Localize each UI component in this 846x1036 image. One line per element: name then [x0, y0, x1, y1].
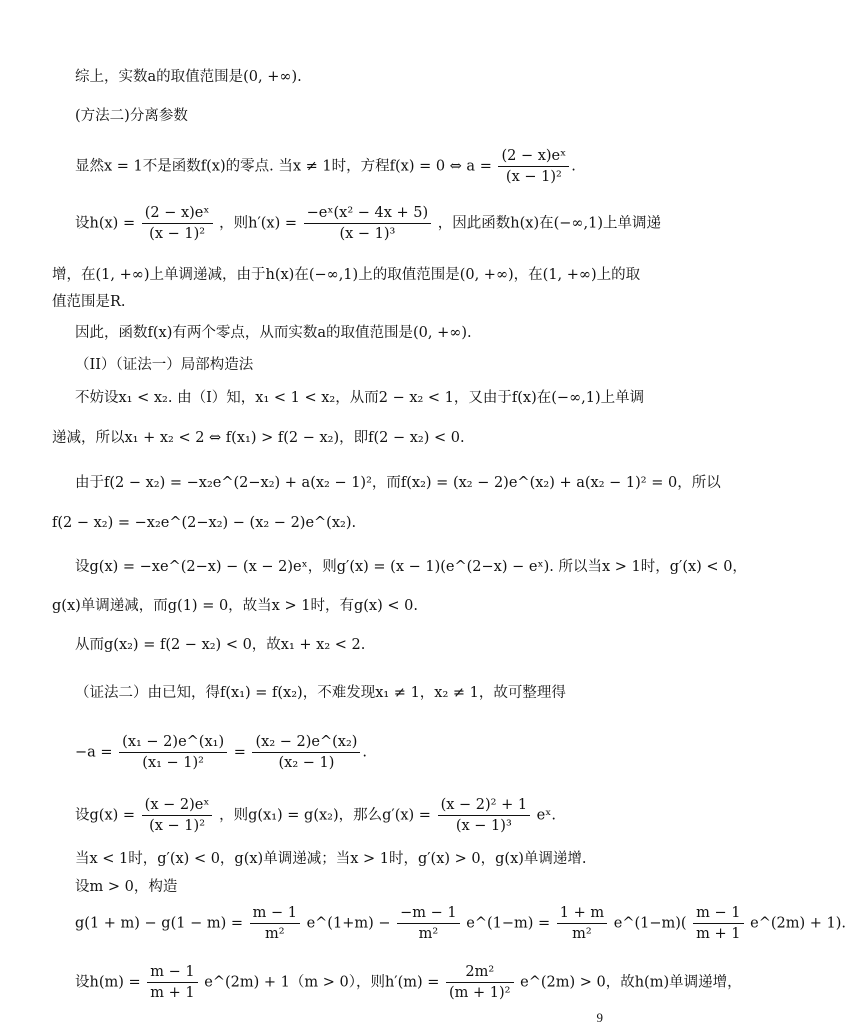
text-segment: e^(1−m) = — [466, 915, 551, 932]
formula-line-21 — [75, 903, 846, 944]
fraction-denominator: m² — [418, 926, 439, 942]
fraction — [252, 732, 360, 773]
formula-line-4 — [75, 203, 661, 244]
paragraph-line-14: g(x)单调递减，而g(1) = 0，故当x > 1时，有g(x) < 0. — [52, 598, 418, 614]
fraction-numerator: 1 + m — [557, 903, 607, 924]
paragraph-line-6: 值范围是R. — [52, 294, 126, 310]
fraction-numerator: m − 1 — [250, 903, 300, 924]
fraction-denominator: m + 1 — [150, 985, 195, 1001]
fraction-numerator: (x₂ − 2)e^(x₂) — [252, 732, 360, 753]
text-segment: 显然x = 1不是函数f(x)的零点. 当x ≠ 1时，方程f(x) = 0 ⇔ a = — [75, 158, 492, 175]
page-number: 9 — [596, 1010, 603, 1025]
fraction-numerator: (2 − x)eˣ — [142, 203, 213, 224]
paragraph-line-9: 不妨设x₁ < x₂. 由（I）知，x₁ < 1 < x₂，从而2 − x₂ < 1，又由于f(x)在(−∞,1)上单调 — [75, 390, 645, 406]
fraction-numerator: m − 1 — [693, 903, 743, 924]
fraction-denominator: (x₂ − 1) — [278, 755, 335, 771]
paragraph-line-12: f(2 − x₂) = −x₂e^(2−x₂) − (x₂ − 2)e^(x₂). — [52, 515, 357, 531]
fraction — [397, 903, 460, 944]
fraction-denominator: (x − 1)² — [149, 226, 206, 242]
text-segment: 设g(x) = — [75, 807, 136, 824]
text-segment: 设h(x) = — [75, 215, 136, 232]
fraction-numerator: (x − 2)eˣ — [142, 795, 213, 816]
text-segment: ，因此函数h(x)在(−∞,1)上单调递 — [437, 215, 661, 232]
paragraph-line-7: 因此，函数f(x)有两个零点，从而实数a的取值范围是(0, +∞). — [75, 325, 472, 341]
formula-line-3: 显然x = 1不是函数f(x)的零点. 当x ≠ 1时，方程f(x) = 0 ⇔ a = $\frac{\text{(2 − x)eˣ}}{\text{(x − 1)²}}$ . — [75, 148, 576, 185]
fraction-numerator: −eˣ(x² − 4x + 5) — [304, 203, 432, 224]
paragraph-line-13: 设g(x) = −xe^(2−x) − (x − 2)eˣ，则g′(x) = (x − 1)(e^(2−x) − eˣ). 所以当x > 1时，g′(x) < 0， — [75, 559, 747, 575]
fraction — [147, 962, 197, 1003]
paragraph-line-11: 由于f(2 − x₂) = −x₂e^(2−x₂) + a(x₂ − 1)²，而f(x₂) = (x₂ − 2)e^(x₂) + a(x₂ − 1)² = 0，所以 — [75, 475, 721, 491]
fraction-denominator: m² — [265, 926, 285, 942]
fraction-denominator: (x − 1)³ — [339, 226, 396, 242]
fraction-denominator: (x₁ − 1)² — [142, 755, 204, 771]
text-segment: e^(2m) > 0，故h(m)单调递增， — [520, 974, 742, 991]
text-segment: = — [233, 744, 246, 761]
fraction — [142, 795, 213, 836]
fraction — [557, 903, 607, 944]
paragraph-line-15: 从而g(x₂) = f(2 − x₂) < 0，故x₁ + x₂ < 2. — [75, 637, 366, 653]
text-segment: e^(2m) + 1). — [750, 915, 846, 932]
fraction — [250, 903, 300, 944]
text-segment: e^(1+m) − — [306, 915, 391, 932]
fraction-denominator: (x − 1)² — [505, 169, 562, 185]
fraction — [446, 962, 513, 1003]
fraction — [119, 732, 227, 773]
text-segment: e^(1−m)( — [613, 915, 687, 932]
fraction — [498, 146, 569, 187]
proof-two-line: （证法二）由已知，得f(x₁) = f(x₂)，不难发现x₁ ≠ 1，x₂ ≠ 1，故可整理得 — [75, 685, 566, 701]
text-segment: g(1 + m) − g(1 − m) = — [75, 915, 244, 932]
fraction-numerator: (2 − x)eˣ — [498, 146, 569, 167]
proof-one-heading: （II）（证法一）局部构造法 — [75, 357, 254, 373]
paragraph-line-10: 递减，所以x₁ + x₂ < 2 ⇔ f(x₁) > f(2 − x₂)，即f(2 − x₂) < 0. — [52, 430, 465, 446]
text-segment: ，则h′(x) = — [219, 215, 298, 232]
fraction — [438, 795, 531, 836]
fraction-denominator: m + 1 — [696, 926, 741, 942]
fraction-numerator: 2m² — [446, 962, 513, 983]
formula-line-22 — [75, 962, 742, 1003]
fraction-denominator: (x − 1)³ — [455, 818, 512, 834]
fraction-denominator: (m + 1)² — [449, 985, 511, 1001]
fraction-denominator: m² — [572, 926, 592, 942]
fraction — [693, 903, 743, 944]
text-segment: −a = — [75, 744, 113, 761]
conclusion-line-1: 综上，实数a的取值范围是(0, +∞). — [75, 69, 302, 85]
paragraph-line-19: 当x < 1时，g′(x) < 0，g(x)单调递减；当x > 1时，g′(x) > 0，g(x)单调递增. — [75, 851, 587, 867]
formula-line-18 — [75, 795, 556, 836]
paragraph-line-20: 设m > 0，构造 — [75, 879, 178, 895]
method-two-heading: (方法二)分离参数 — [75, 108, 188, 124]
fraction-numerator: m − 1 — [147, 962, 197, 983]
text-segment: ，则g(x₁) = g(x₂)，那么g′(x) = — [219, 807, 431, 824]
fraction-numerator: (x₁ − 2)e^(x₁) — [119, 732, 227, 753]
paragraph-line-5: 增，在(1, +∞)上单调递减，由于h(x)在(−∞,1)上的取值范围是(0, +∞)，在(1, +∞)上的取 — [52, 267, 641, 283]
fraction-denominator: (x − 1)² — [149, 818, 206, 834]
fraction-numerator: −m − 1 — [397, 903, 460, 924]
fraction — [142, 203, 213, 244]
text-segment: e^(2m) + 1（m > 0），则h′(m) = — [204, 974, 440, 991]
fraction-numerator: (x − 2)² + 1 — [438, 795, 531, 816]
text-segment: eˣ. — [536, 807, 557, 824]
formula-line-17: −a = $\frac{\text{(x₁ − 2)e\textasciicircum{}(x₁)}}{\text{(x₁ − 1)²}}$ = $\frac{\text{(x₂ − 2)e\textasciicircum{}(x₂)}}{\text{(x₂ − 1)}}$ . — [75, 734, 368, 771]
fraction — [304, 203, 432, 244]
text-segment: 设h(m) = — [75, 974, 141, 991]
